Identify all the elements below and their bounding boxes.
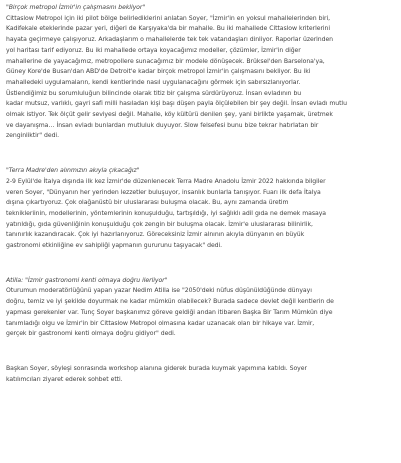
text-line: mahallerine de yayacağımız, metropollere sunacağımız bir modele dönüşecek. Brüksel'den Barselona'ya, [6, 57, 325, 65]
text-line: Üstlendiğimiz bu sorumluluğun bilincinde olarak titiz bir çalışma sürdürüyoruz. İnsan evladının bu [6, 89, 302, 97]
text-line: hayata geçirmeye çalışıyoruz. Arkadaşlarım o mahallelerde tek tek vatandaşları dinliyor. Raporlar üzerinden [6, 36, 334, 44]
text-line: olmak istiyor. Tek ölçüt gelir seviyesi değil. Mahalle, köy kültürü denilen şey, yani birlikte yaşamak, üretmek [6, 111, 333, 119]
text-line: Oturumun moderatörlüğünü yapan yazar Nedim Atilla ise "2050'deki nüfus düşünüldüğünde dünyayı [6, 287, 312, 295]
text-line: Güney Kore'de Busan'dan ABD'de Detroit'e kadar birçok metropol İzmir'in çalışmasını bekliyor. Bu iki [6, 68, 311, 76]
text-line: 2-9 Eylül'de İtalya dışında ilk kez İzmir'de düzenlenecek Terra Madre Anadolu İzmir 2022 hakkında bilgiler [6, 177, 326, 185]
quote-heading: Atilla: "İzmir gastronomi kenti olmaya doğru ilerliyor" [6, 276, 168, 284]
text-line: teknikleriinin, modellerinin, yöntemlerinin konuşulduğu, tartışıldığı, iyi sağlıklı adil gıda ne demek masaya [6, 209, 326, 217]
paragraph-closing [6, 364, 395, 385]
text-line: doğru, temiz ve iyi şekilde doyurmak ne kadar mümkün olabilecek? Burada sadece devlet değil kentlerin de [6, 298, 334, 306]
text-line: yapması gerekenler var. Tunç Soyer başkanımız göreve geldiği andan itibaren Başka Bir Tarım Mümkün diye [6, 308, 333, 316]
text-line: Kadifekale eteklerinde pazar yeri, diğeri de Karşıyaka'da bir mahalle. Bu iki mahallede Cittaslow kriterlerini [6, 25, 331, 33]
text-line: kadar mutsuz, varlıklı, gayri safi milli hasıladan kişi başı düşen payla ölçülebilen bir şey değil. İnsan evladı mutlu [6, 100, 347, 108]
paragraph-metropol [6, 3, 395, 142]
text-line: veren Soyer, "Dünyanın her yerinden lezzetler buluşuyor, insanlık bunlarla tanışıyor. Fuarı ilk defa İtalya [6, 188, 321, 196]
text-line: ve dayanışma… İnsan evladı bunlardan mutluluk duyuyor. Slow felsefesi bunu bize tekrar hatırlatan bir [6, 121, 319, 129]
text-line: tanınırlık kazandıracak. Çok iyi hazırlanıyoruz. Göreceksiniz İzmir alnının akıyla dünyanın en büyük [6, 231, 305, 239]
text-line: katılımcıları ziyaret ederek sohbet etti. [6, 375, 123, 383]
text-line: gerçek bir gastronomi kenti olmaya doğru gidiyor" dedi. [6, 330, 176, 338]
text-line: gastronomi etkinliğine ev sahipliği yapmanın gururunu taşıyacak" dedi. [6, 242, 223, 250]
quote-heading: "Terra Madre'den alınmızın akıyla çıkacağız" [6, 167, 140, 175]
text-line: yatırıldığı, gıda güvenliğinin konuşulduğu çok zengin bir buluşma olacak. İzmir'e uluslararası bilinirlik, [6, 220, 313, 228]
text-line: Başkan Soyer, söyleşi sonrasında workshop alanına giderek burada kuymak yapımına katıldı. Soyer [6, 364, 307, 372]
text-line: Cittaslow Metropol için iki pilot bölge belirlediklerini anlatan Soyer, "İzmir'in en yoksul mahallelerinden biri, [6, 14, 331, 22]
quote-heading: "Birçok metropol İzmir'in çalışmasını bekliyor" [6, 4, 146, 11]
text-line: mahalledeki uygulamaların, kendi kentlerinde nasıl uygulanacağını görmek için sabırsızlanıyorlar. [6, 78, 301, 86]
paragraph-terra-madre [6, 166, 395, 252]
paragraph-atilla [6, 276, 395, 340]
text-line: zenginliktir" dedi. [6, 132, 59, 140]
text-line: yol haritası tarif ediyoruz. Bu iki mahallede ortaya koyacağımız modeller, çözümler, İzmir'in diğer [6, 46, 301, 54]
text-line: tanımladığı olgu ve İzmir'in bir Cittaslow Metropol olmasına kadar uzanacak olan bir hikaye var. İzmir, [6, 319, 315, 327]
text-line: dışına çıkartıyoruz. Çok olağanüstü bir uluslararası buluşma olacak. Bu, aynı zamanda üretim [6, 199, 289, 207]
